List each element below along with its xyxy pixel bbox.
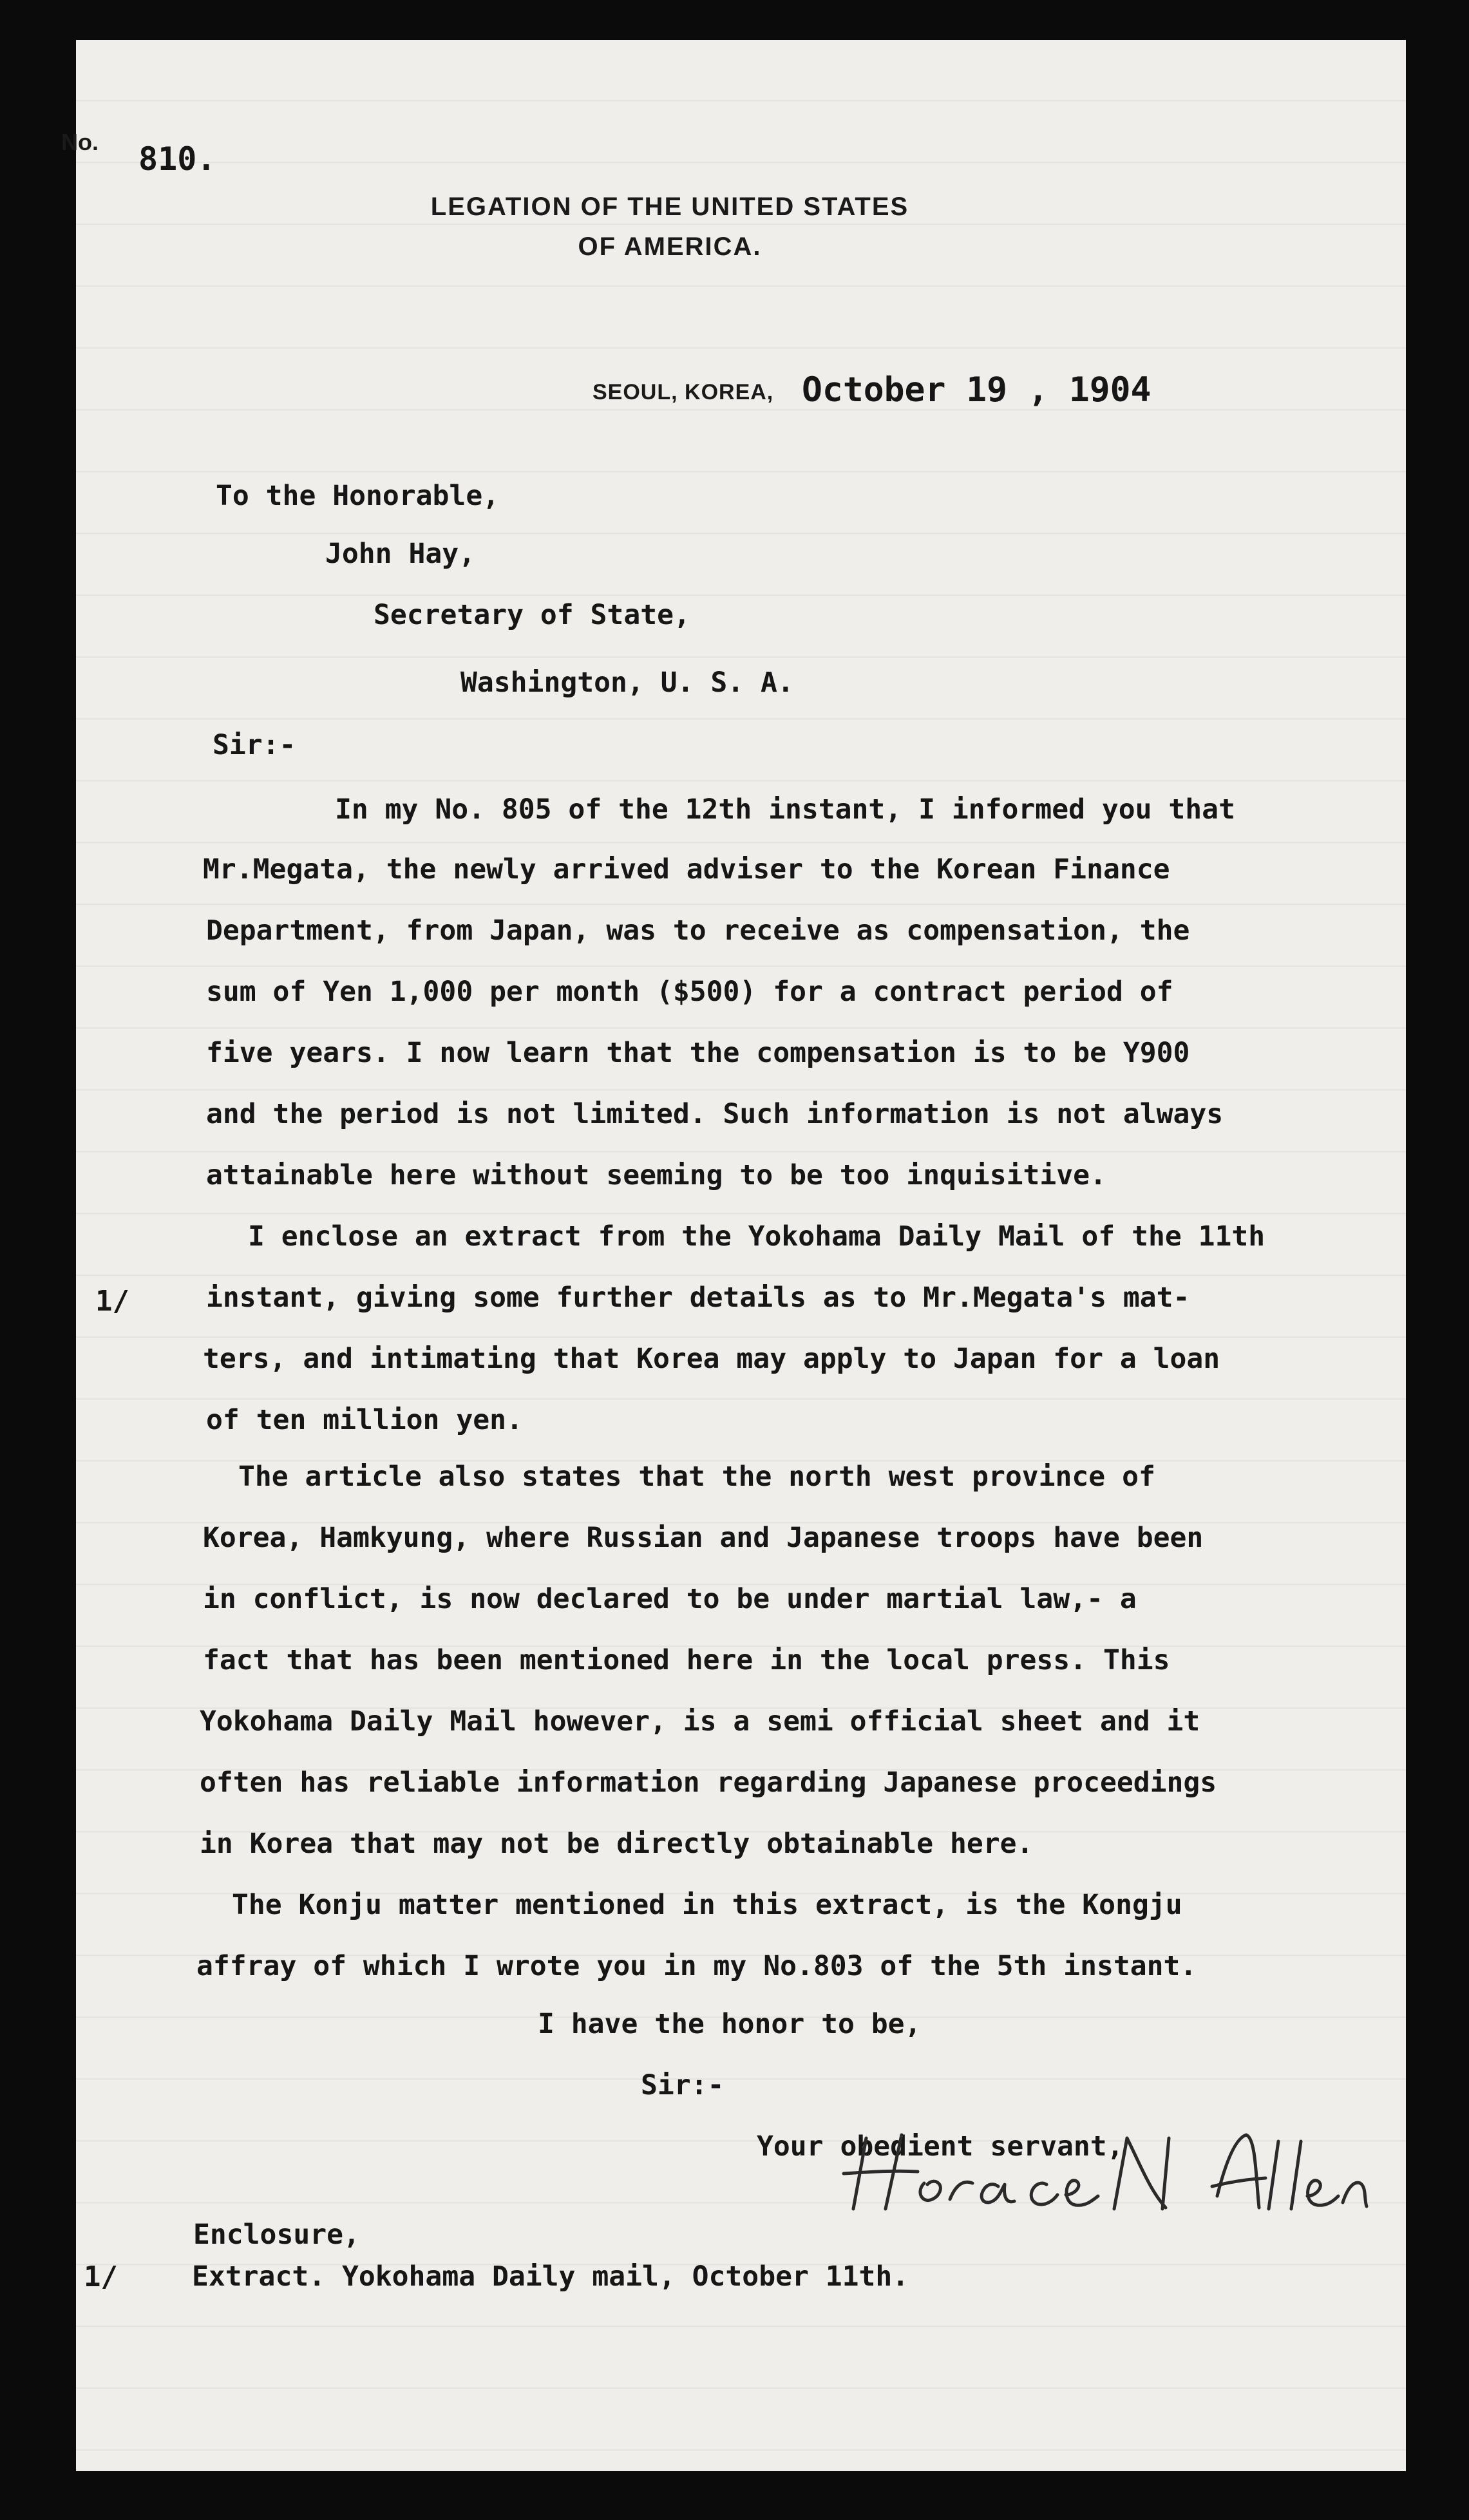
enclosure-item: Extract. Yokohama Daily mail, October 11th. xyxy=(192,2260,909,2293)
margin-note: 1/ xyxy=(84,2260,118,2293)
document-number: 810. xyxy=(138,140,216,178)
letterhead-line-1: LEGATION OF THE UNITED STATES xyxy=(430,193,909,221)
body-line: instant, giving some further details as to Mr.Megata's mat- xyxy=(206,1282,1190,1314)
body-line: Department, from Japan, was to receive as compensation, the xyxy=(206,914,1190,947)
address-line-4: Washington, U. S. A. xyxy=(460,667,794,699)
letterhead xyxy=(348,187,992,267)
body-line: in conflict, is now declared to be under martial law,- a xyxy=(203,1583,1137,1615)
body-line: five years. I now learn that the compensation is to be Y900 xyxy=(206,1037,1190,1069)
body-line: Mr.Megata, the newly arrived adviser to the Korean Finance xyxy=(203,853,1170,886)
margin-note: 1/ xyxy=(95,1285,129,1318)
closing-line-2: Sir:- xyxy=(641,2069,725,2101)
body-line: often has reliable information regarding Japanese proceedings xyxy=(200,1767,1217,1799)
body-line: Korea, Hamkyung, where Russian and Japanese troops have been xyxy=(203,1522,1204,1554)
letter-date: October 19 , 1904 xyxy=(802,370,1152,410)
body-line: In my No. 805 of the 12th instant, I informed you that xyxy=(335,793,1235,826)
letterhead-line-2: OF AMERICA. xyxy=(578,232,762,261)
document-number-label: No. xyxy=(61,129,99,155)
body-line: The Konju matter mentioned in this extract, is the Kongju xyxy=(232,1889,1182,1921)
body-line: of ten million yen. xyxy=(206,1404,523,1436)
signature xyxy=(805,2112,1385,2222)
body-line: ters, and intimating that Korea may apply to Japan for a loan xyxy=(203,1343,1220,1375)
body-line: and the period is not limited. Such information is not always xyxy=(206,1098,1224,1130)
place-label: SEOUL, KOREA, xyxy=(592,380,774,404)
body-line: I enclose an extract from the Yokohama Daily Mail of the 11th xyxy=(248,1220,1265,1253)
address-line-2: John Hay, xyxy=(325,538,475,570)
body-line: affray of which I wrote you in my No.803 of the 5th instant. xyxy=(196,1950,1197,1982)
body-line: The article also states that the north west province of xyxy=(238,1461,1155,1493)
address-line-1: To the Honorable, xyxy=(216,480,500,512)
body-line: in Korea that may not be directly obtainable here. xyxy=(200,1828,1034,1860)
closing-line-3: Your obedient servant, xyxy=(757,2130,1124,2163)
closing-line-1: I have the honor to be, xyxy=(538,2008,922,2040)
body-line: sum of Yen 1,000 per month ($500) for a contract period of xyxy=(206,976,1173,1008)
address-line-3: Secretary of State, xyxy=(374,599,690,631)
salutation: Sir:- xyxy=(213,729,296,761)
enclosure-title: Enclosure, xyxy=(193,2219,360,2251)
body-line: attainable here without seeming to be too inquisitive. xyxy=(206,1159,1106,1191)
body-line: fact that has been mentioned here in the local press. This xyxy=(203,1644,1170,1676)
body-line: Yokohama Daily Mail however, is a semi official sheet and it xyxy=(200,1705,1200,1738)
